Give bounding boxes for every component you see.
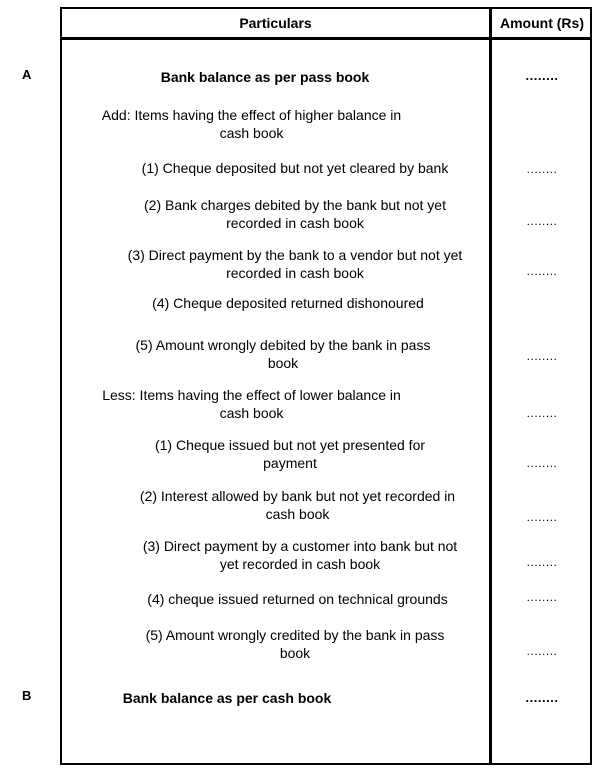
amount-add-1: ........	[526, 162, 558, 176]
less-item-3-line2: yet recorded in cash book	[219, 556, 381, 572]
add-item-5-line2: book	[267, 355, 299, 371]
amount-a: ........	[525, 68, 559, 83]
amount-add-3: ........	[526, 264, 558, 278]
amount-b: ........	[525, 690, 559, 705]
amount-less: ........	[526, 406, 558, 420]
add-item-2-line2: recorded in cash book	[226, 215, 364, 231]
less-item-3-line1: (3) Direct payment by a customer into bank but not	[142, 538, 458, 554]
less-item-5-line2: book	[279, 645, 311, 661]
add-heading-line2: cash book	[219, 125, 284, 141]
particulars-header: Particulars	[239, 15, 312, 31]
less-item-2-line1: (2) Interest allowed by bank but not yet recorded in	[139, 488, 456, 504]
amount-less-1: ........	[526, 456, 558, 470]
header-divider	[60, 37, 592, 40]
bank-balance-pass-book: Bank balance as per pass book	[160, 69, 370, 85]
less-heading-line2: cash book	[219, 405, 284, 421]
amount-less-3: ........	[526, 555, 558, 569]
add-item-1: (1) Cheque deposited but not yet cleared by bank	[141, 160, 449, 176]
add-item-3-line2: recorded in cash book	[226, 265, 364, 281]
amount-less-5: ........	[526, 644, 558, 658]
add-heading-line1: Add: Items having the effect of higher balance in	[101, 107, 402, 123]
amount-add-5: ........	[526, 349, 558, 363]
bank-balance-cash-book: Bank balance as per cash book	[122, 690, 332, 706]
amount-less-4: ........	[526, 590, 558, 604]
amount-add-2: ........	[526, 214, 558, 228]
label-a: A	[22, 67, 32, 82]
amount-header: Amount (Rs)	[500, 15, 584, 31]
less-item-2-line2: cash book	[265, 506, 330, 522]
less-item-1-line1: (1) Cheque issued but not yet presented for	[154, 437, 426, 453]
column-divider	[489, 7, 492, 765]
amount-less-2: ........	[526, 510, 558, 524]
add-item-4: (4) Cheque deposited returned dishonoured	[152, 295, 424, 311]
less-item-4: (4) cheque issued returned on technical grounds	[147, 591, 448, 607]
label-b: B	[22, 688, 32, 703]
less-item-1-line2: payment	[263, 455, 317, 471]
less-heading-line1: Less: Items having the effect of lower balance in	[102, 387, 401, 403]
add-item-5-line1: (5) Amount wrongly debited by the bank in pass	[135, 337, 431, 353]
add-item-3-line1: (3) Direct payment by the bank to a vendor but not yet	[127, 247, 463, 263]
add-item-2-line1: (2) Bank charges debited by the bank but not yet	[144, 197, 446, 213]
less-item-5-line1: (5) Amount wrongly credited by the bank in pass	[145, 627, 445, 643]
